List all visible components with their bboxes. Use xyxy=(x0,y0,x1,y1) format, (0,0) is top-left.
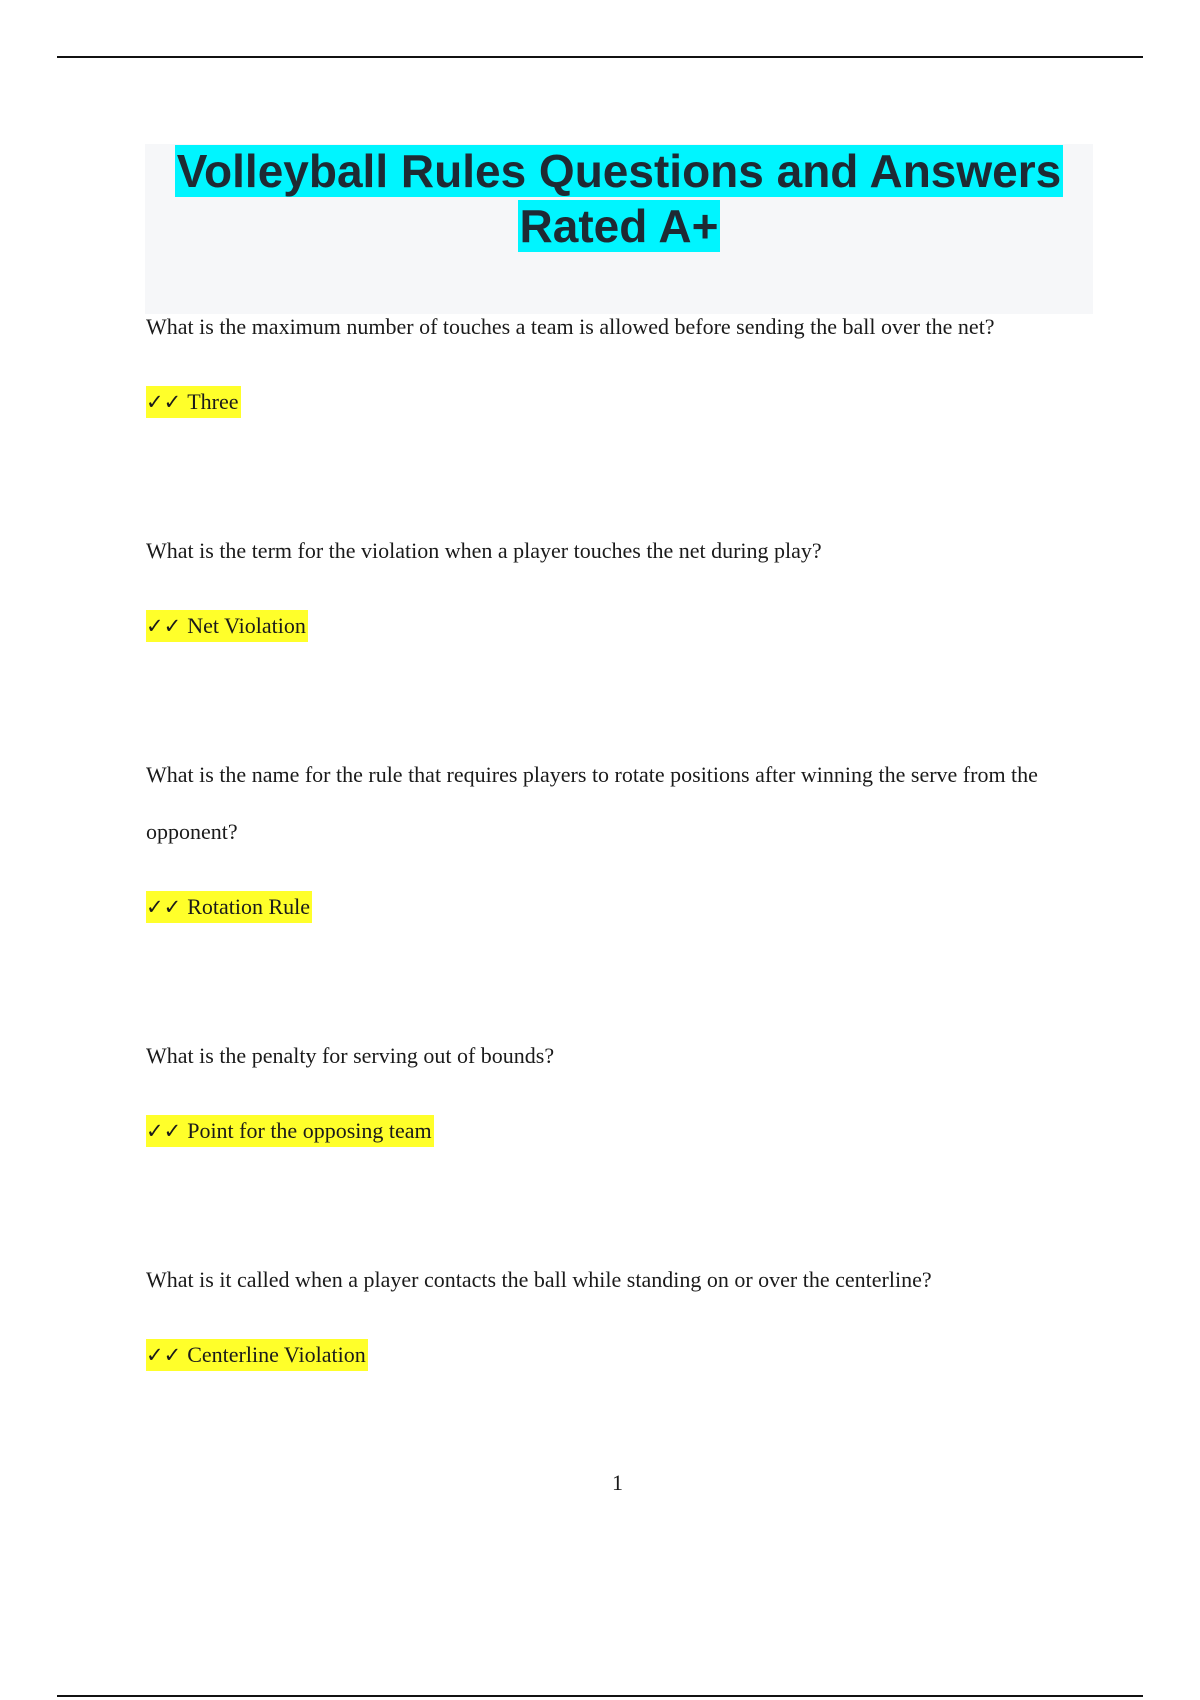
title-block xyxy=(145,144,1093,314)
answer-3-text: Rotation Rule xyxy=(187,894,311,919)
answer-1-text: Three xyxy=(187,389,239,414)
check-icon: ✓✓ xyxy=(146,1343,182,1367)
answer-5-text: Centerline Violation xyxy=(187,1342,366,1367)
title-line-1: Volleyball Rules Questions and Answers xyxy=(176,145,1062,197)
answer-1 xyxy=(146,386,241,418)
check-icon: ✓✓ xyxy=(146,1119,182,1143)
question-4: What is the penalty for serving out of bounds? xyxy=(146,1043,555,1068)
question-1: What is the maximum number of touches a team is allowed before sending the ball over the net? xyxy=(146,314,995,339)
question-5: What is it called when a player contacts the ball while standing on or over the centerline? xyxy=(146,1267,932,1292)
top-rule xyxy=(57,56,1143,58)
question-2: What is the term for the violation when a player touches the net during play? xyxy=(146,538,822,563)
answer-3 xyxy=(146,891,312,923)
answer-5 xyxy=(146,1339,368,1371)
title-line-2: Rated A+ xyxy=(519,200,719,252)
check-icon: ✓✓ xyxy=(146,614,182,638)
check-icon: ✓✓ xyxy=(146,895,182,919)
answer-2-text: Net Violation xyxy=(187,613,306,638)
check-icon: ✓✓ xyxy=(146,390,182,414)
bottom-rule xyxy=(57,1695,1143,1697)
page-number: 1 xyxy=(612,1470,623,1495)
answer-2 xyxy=(146,610,308,642)
question-3: What is the name for the rule that requires players to rotate positions after winning the serve from the opponent? xyxy=(146,762,1038,844)
answer-4-text: Point for the opposing team xyxy=(187,1118,432,1143)
answer-4 xyxy=(146,1115,434,1147)
